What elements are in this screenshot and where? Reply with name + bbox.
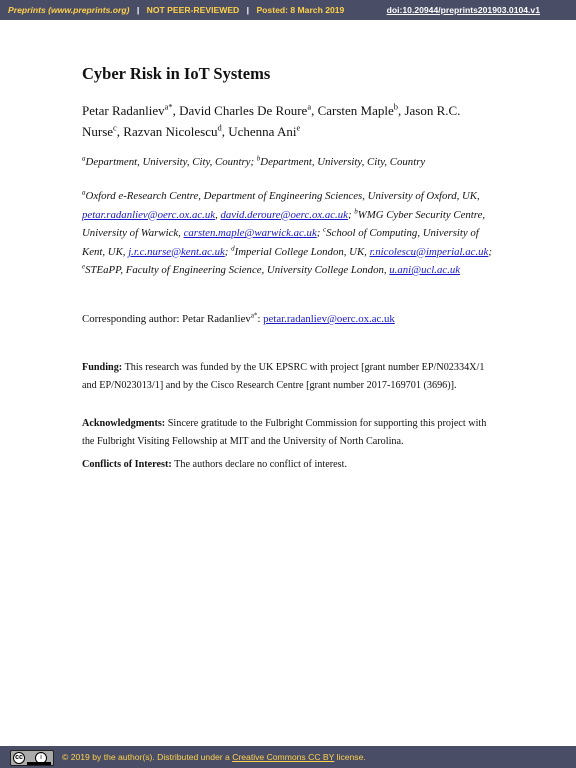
funding-statement — [82, 359, 492, 394]
corresponding-label: Corresponding author: Petar Radanliev — [82, 313, 251, 325]
corresponding-author — [82, 313, 502, 325]
separator: ; — [224, 245, 232, 258]
affiliation-text: STEaPP, Faculty of Engineering Science, University College London, — [85, 264, 390, 276]
header-separator: | — [246, 5, 250, 15]
attribution-icon: i — [35, 752, 47, 764]
author-separator: , — [311, 103, 318, 118]
separator: ; — [488, 245, 492, 258]
author-name: Uchenna Ani — [228, 124, 297, 139]
author-separator: , — [172, 103, 180, 118]
affiliation-sup: e — [82, 262, 86, 271]
license-footer-bar — [0, 746, 576, 768]
funding-text: This research was funded by the UK EPSRC with project [grant number EP/N02334X/1 and EP/N023013/1] and by the Cisco Research Centre [grant number 2017-169701 (3696)]. — [82, 362, 485, 391]
author-sup: e — [296, 122, 301, 133]
header-left — [8, 5, 344, 15]
conflicts-statement — [82, 456, 492, 474]
doi-link[interactable]: doi:10.20944/preprints201903.0104.v1 — [386, 5, 540, 15]
acknowledgments-label: Acknowledgments: — [82, 418, 166, 429]
license-suffix: license. — [334, 752, 366, 762]
affiliation-text: WMG Cyber Security Centre, University of Warwick, — [82, 208, 486, 239]
author-sup: a — [307, 101, 312, 112]
license-text — [62, 752, 366, 762]
affiliation-sup: d — [231, 243, 235, 252]
conflicts-label: Conflicts of Interest: — [82, 459, 172, 470]
separator: ; — [347, 208, 355, 221]
author-name: Jason R.C. Nurse — [82, 103, 461, 139]
author-name: Petar Radanliev — [82, 103, 165, 118]
separator: : — [257, 313, 264, 325]
affiliation-text: School of Computing, University of Kent, UK, — [82, 227, 479, 258]
header-separator: | — [136, 5, 140, 15]
affiliation-text: Department, University, City, Country; — [85, 156, 257, 168]
affiliations — [82, 187, 492, 280]
license-link[interactable]: Creative Commons CC BY — [232, 752, 335, 762]
author-separator: , — [116, 124, 124, 139]
paper-title: Cyber Risk in IoT Systems — [82, 64, 271, 83]
email-link[interactable]: carsten.maple@warwick.ac.uk — [183, 227, 317, 239]
by-bar — [27, 762, 51, 765]
affiliation-sup: b — [354, 206, 358, 215]
affiliation-text: Imperial College London, UK, — [234, 245, 370, 258]
acknowledgments-text: Sincere gratitude to the Fulbright Commission for supporting this project with the Fulbright Visiting Fellowship at MIT and the University of North Carolina. — [82, 418, 487, 447]
affiliation-sup: a — [82, 188, 86, 197]
affiliation-sup: a — [82, 154, 86, 163]
email-link[interactable]: petar.radanliev@oerc.ox.ac.uk — [263, 313, 395, 325]
affiliation-sup: b — [256, 154, 261, 163]
copyright-text: © 2019 by the author(s). Distributed under a — [62, 752, 233, 762]
email-link[interactable]: j.r.c.nurse@kent.ac.uk — [128, 245, 225, 258]
email-link[interactable]: david.deroure@oerc.ox.ac.uk — [220, 208, 348, 221]
cc-icon: cc — [13, 752, 25, 764]
email-link[interactable]: u.ani@ucl.ac.uk — [389, 264, 461, 276]
preprint-header-bar — [0, 0, 576, 20]
peer-review-status: NOT PEER-REVIEWED — [146, 5, 240, 15]
author-sup: a* — [164, 101, 173, 112]
acknowledgments-statement — [82, 415, 492, 450]
separator: ; — [316, 227, 324, 239]
author-separator: , — [397, 103, 405, 118]
cc-by-badge-icon[interactable] — [10, 750, 54, 766]
affiliation-sup: c — [323, 225, 327, 234]
conflicts-text: The authors declare no conflict of interest. — [171, 459, 347, 470]
affiliation-template — [82, 156, 492, 168]
corresponding-sup: a* — [250, 311, 258, 320]
funding-label: Funding: — [82, 362, 123, 373]
author-sup: b — [393, 101, 398, 112]
author-name: Carsten Maple — [317, 103, 394, 118]
separator: , — [215, 208, 221, 221]
preprints-brand-link[interactable]: Preprints (www.preprints.org) — [8, 5, 130, 15]
email-link[interactable]: petar.radanliev@oerc.ox.ac.uk — [82, 208, 216, 221]
author-name: Razvan Nicolescu — [123, 124, 218, 139]
affiliation-text: Oxford e-Research Centre, Department of Engineering Sciences, University of Oxford, UK, — [85, 190, 480, 202]
author-sup: c — [113, 122, 117, 133]
posted-date: Posted: 8 March 2019 — [256, 5, 345, 15]
author-name: David Charles De Roure — [179, 103, 308, 118]
affiliation-text: Department, University, City, Country — [260, 156, 426, 168]
author-list — [82, 100, 492, 142]
author-sup: d — [217, 122, 222, 133]
author-separator: , — [221, 124, 229, 139]
email-link[interactable]: r.nicolescu@imperial.ac.uk — [369, 245, 489, 258]
